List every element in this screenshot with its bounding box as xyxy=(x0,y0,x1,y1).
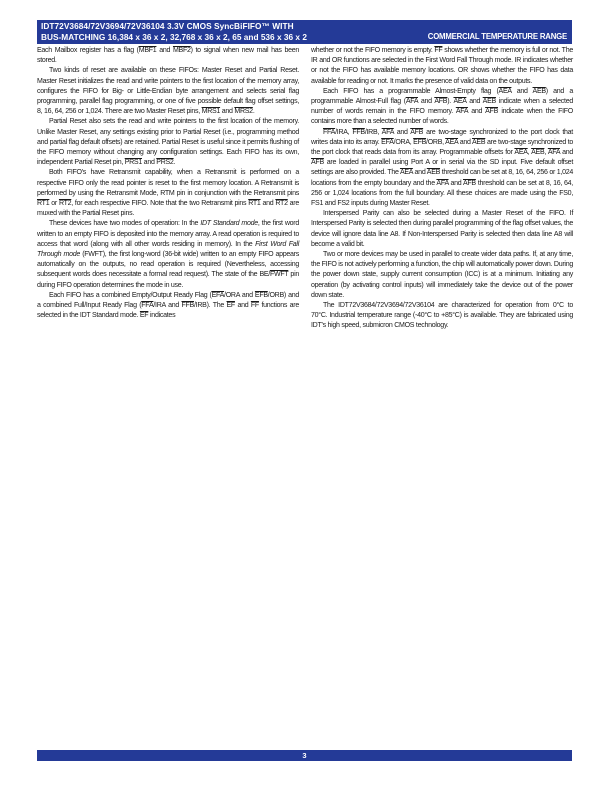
header-bar xyxy=(37,20,572,44)
signal-name: $\overline{AFB}$ xyxy=(485,108,498,116)
signal-name: $\overline{AFA}$ xyxy=(381,128,394,136)
footer-bar xyxy=(37,750,572,761)
signal-name: $\overline{EF}$ xyxy=(139,312,149,320)
signal-name: $\overline{AFA}$ xyxy=(455,108,468,116)
signal-name: PRS1 xyxy=(124,159,142,167)
text-run: shows whether the memory is full or not. The IR and OR functions are selected in the First Word Fall Through mode. IR indicates whether or not the FIFO has available memory locations. OR shows whether the FIFO has data available for reading or not. It marks the presence of valid data on the outputs. xyxy=(311,47,573,85)
signal-name: $\overline{AFA}$ xyxy=(547,149,560,157)
signal-name: $\overline{AEA}$ xyxy=(514,149,528,157)
text-run: Both FIFO's have Retransmit capability, when a Retransmit is performed on a respective FIFO only the read pointer is reset to the first memory location. A Retransmit is performed by using the Retransmit Mode, RTM pin in conjunction with the Retransmit pins xyxy=(37,169,299,197)
signal-name: $\overline{AEA}$ xyxy=(453,98,467,106)
text-run: /IRA and xyxy=(153,302,182,310)
paragraph-mailbox xyxy=(37,46,299,66)
text-run: indicates xyxy=(148,312,176,320)
paragraph-partial-reset xyxy=(37,117,299,168)
signal-name: $\overline{FFA}$ xyxy=(323,128,336,136)
text-run: are two-stage synchronized to the port clock that writes data into its array. xyxy=(311,128,573,146)
text-run: , xyxy=(527,149,532,157)
emphasis-text: First Word Fall Through mode xyxy=(37,240,300,259)
text-run: are muxed with the Partial Reset pins. xyxy=(37,200,299,218)
signal-name: $\overline{FFB}$ xyxy=(181,302,194,310)
text-run: and xyxy=(234,302,251,310)
paragraph-sync xyxy=(311,128,573,210)
text-run: threshold can be set at 8, 16, 64, 256 or 1,024 locations from the empty boundary and the xyxy=(311,169,573,187)
signal-name: MRS1 xyxy=(201,108,221,116)
text-run: and xyxy=(467,108,486,116)
text-run: and xyxy=(458,138,473,146)
text-run: indicate when the FIFO contains more than a selected number of words. xyxy=(311,108,574,126)
text-run: /IRB). The xyxy=(193,302,227,310)
signal-name: $\overline{AEB}$ xyxy=(531,149,545,157)
text-run: whether or not the FIFO memory is empty. xyxy=(311,47,435,54)
signal-name: $\overline{AEA}$ xyxy=(445,138,459,146)
text-run: and xyxy=(220,108,235,116)
text-run: and xyxy=(559,149,574,157)
paragraph-temperature: The IDT72V3684/72V3694/72V36104 are characterized for operation from 0°C to 70°C. Industrial temperature range (-40°C to +85°C) is available. They are fabricated using IDT's high speed, submicron CMOS technology. xyxy=(311,302,573,330)
signal-name: $\overline{AFB}$ xyxy=(410,128,424,136)
paragraph-flags xyxy=(37,291,299,322)
paragraph-retransmit xyxy=(37,168,299,219)
text-run: These devices have two modes of operation: In the xyxy=(49,220,201,228)
signal-name: RT2 xyxy=(58,200,72,208)
text-run: and xyxy=(412,169,427,177)
signal-name: RT1 xyxy=(248,200,261,208)
paragraph-ff-or xyxy=(311,46,573,87)
signal-name: $\overline{AFA}$ xyxy=(405,98,418,106)
signal-name: $\overline{FFA}$ xyxy=(141,302,154,310)
paragraph-power-down: Two or more devices may be used in parallel to create wider data paths. If, at any time, the FIFO is not actively performing a function, the chip will automatically power down. During the power down state, supply current consumption (ICC) is at a minimum. Initiating any operation (by activating control inputs) will immediately take the device out of the power down state. xyxy=(311,251,573,299)
page-number: 3 xyxy=(302,751,307,760)
paragraph-almost-flags xyxy=(311,87,573,128)
signal-name: MBF2 xyxy=(172,47,191,54)
temperature-range-label: COMMERCIAL TEMPERATURE RANGE xyxy=(427,32,567,41)
text-run: Partial Reset also sets the read and write pointers to the first location of the memory. Unlike Master Reset, any settings existing prior to Partial Reset (i.e., programming method and partial flag default offsets) are retained. Partial Reset is useful since it permits flushing of the FIFO memory without changing any configuration settings. Each FIFO has its own, independent Partial Reset pin, xyxy=(37,118,299,167)
signal-name: $\overline{AFB}$ xyxy=(462,179,476,187)
signal-name: $\overline{AEA}$ xyxy=(498,87,512,95)
signal-name: $\overline{FFB}$ xyxy=(352,128,365,136)
text-run: /ORB) and a combined Full/Input Ready Flag ( xyxy=(37,291,299,310)
text-run: pin during FIFO operation determines the mode in use. xyxy=(37,271,299,289)
text-run: (FWFT), the first long-word (36-bit wide) written to an empty FIFO appears automatically on the outputs, no read operation is required (Nevertheless, accessing subsequent words does necessitate a formal read request). The state of the BE/ xyxy=(37,251,299,279)
signal-name: FWFT xyxy=(269,271,289,279)
signal-name: $\overline{EFA}$ xyxy=(211,291,225,299)
signal-name: $\overline{EF}$ xyxy=(226,302,235,310)
left-column xyxy=(37,46,299,321)
text-run: indicate when a selected number of words remain in the FIFO memory. xyxy=(311,98,573,116)
text-run: , xyxy=(544,149,548,157)
signal-name: MRS2 xyxy=(234,108,253,116)
text-run: and xyxy=(393,128,411,136)
signal-name: $\overline{AEB}$ xyxy=(482,98,496,106)
text-run: Each FIFO has a programmable Almost-Empty flag ( xyxy=(323,87,499,95)
text-run: , for each respective FIFO. Note that the two Retransmit pins xyxy=(71,200,249,208)
text-run: /IRB, xyxy=(364,128,382,136)
text-run: and xyxy=(466,98,483,106)
signal-name: $\overline{EFA}$ xyxy=(381,138,394,146)
paragraph-modes xyxy=(37,219,299,290)
text-run: and xyxy=(142,159,157,167)
signal-name: $\overline{AEA}$ xyxy=(399,169,413,177)
text-run: and xyxy=(448,179,463,187)
text-run: and xyxy=(260,200,276,208)
signal-name: $\overline{FF}$ xyxy=(434,47,443,54)
text-run: and xyxy=(511,87,533,95)
text-run: Each FIFO has a combined Empty/Output Ready Flag ( xyxy=(49,291,212,299)
paragraph-reset xyxy=(37,66,299,117)
signal-name: $\overline{AEB}$ xyxy=(426,169,441,177)
text-run: ) and a programmable Almost-Full flag ( xyxy=(311,87,573,106)
text-run: and xyxy=(417,98,435,106)
signal-name: RT2 xyxy=(275,200,288,208)
signal-name: $\overline{AFA}$ xyxy=(436,179,449,187)
text-run: functions are selected in the IDT Standard mode. xyxy=(37,302,299,320)
signal-name: $\overline{AFB}$ xyxy=(434,98,448,106)
text-run: /ORA, xyxy=(393,138,414,146)
emphasis-text: IDT Standard mode xyxy=(200,220,258,228)
signal-name: PRS2 xyxy=(156,159,174,167)
text-run: /ORB, xyxy=(426,138,446,146)
signal-name: $\overline{AFB}$ xyxy=(311,159,324,167)
signal-name: $\overline{EFB}$ xyxy=(254,291,268,299)
text-run: or xyxy=(49,200,59,208)
signal-name: $\overline{FF}$ xyxy=(250,302,259,310)
signal-name: $\overline{EFB}$ xyxy=(413,138,427,146)
document-title-line2: BUS-MATCHING 16,384 x 36 x 2, 32,768 x 36 x 2, 65 and 536 x 36 x 2 xyxy=(41,32,307,42)
text-run: , the first word written to an empty FIFO is deposited into the memory array. A read operation is required to access that word (along with all other words residing in memory). In the xyxy=(37,220,299,248)
signal-name: RT1 xyxy=(37,200,50,208)
text-run: are loaded in parallel using Port A or in serial via the SD input. Five default offset settings are also provided. The xyxy=(311,159,573,177)
text-run: ) to signal when new mail has been stored. xyxy=(37,47,299,65)
text-run: Each Mailbox register has a flag ( xyxy=(37,47,139,54)
signal-name: $\overline{AEB}$ xyxy=(532,87,546,95)
signal-name: $\overline{AEB}$ xyxy=(472,138,486,146)
text-run: ). xyxy=(447,98,454,106)
right-column xyxy=(311,46,573,332)
text-run: /ORA and xyxy=(224,291,255,299)
document-title-line1: IDT72V3684/72V3694/72V36104 3.3V CMOS SyncBiFIFO™ WITH xyxy=(41,21,294,31)
signal-name: MBF1 xyxy=(138,47,157,54)
text-run: are two-stage synchronized to the port clock that reads data from its array. Programmable offsets for xyxy=(311,138,574,157)
text-run: Two kinds of reset are available on these FIFOs: Master Reset and Partial Reset. Master Reset initializes the read and write pointers to the first location of the memory array, configures the FIFO for Big- or Little-Endian byte arrangement and selects serial flag programming, parallel flag programming, or one of five possible default flag offset settings, 8, 16, 64, 256 or 1,024. There are two Master Reset pins, xyxy=(37,67,299,116)
text-run: and xyxy=(156,47,173,54)
text-run: /IRA, xyxy=(335,128,353,136)
text-run: . xyxy=(252,108,255,116)
paragraph-parity: Interspersed Parity can also be selected during a Master Reset of the FIFO. If Interspersed Parity is selected then during parallel programming of the flag offset values, the device will ignore data line A8. If Non-Interspersed Parity is selected then data line A8 will become a valid bit. xyxy=(311,210,573,248)
text-run: . xyxy=(173,159,176,167)
text-run: threshold can be set at 8, 16, 64, 256 or 1,024 locations from the full boundary. All these choices are made using the FS0, FS1 and FS2 inputs during Master Reset. xyxy=(311,179,573,208)
